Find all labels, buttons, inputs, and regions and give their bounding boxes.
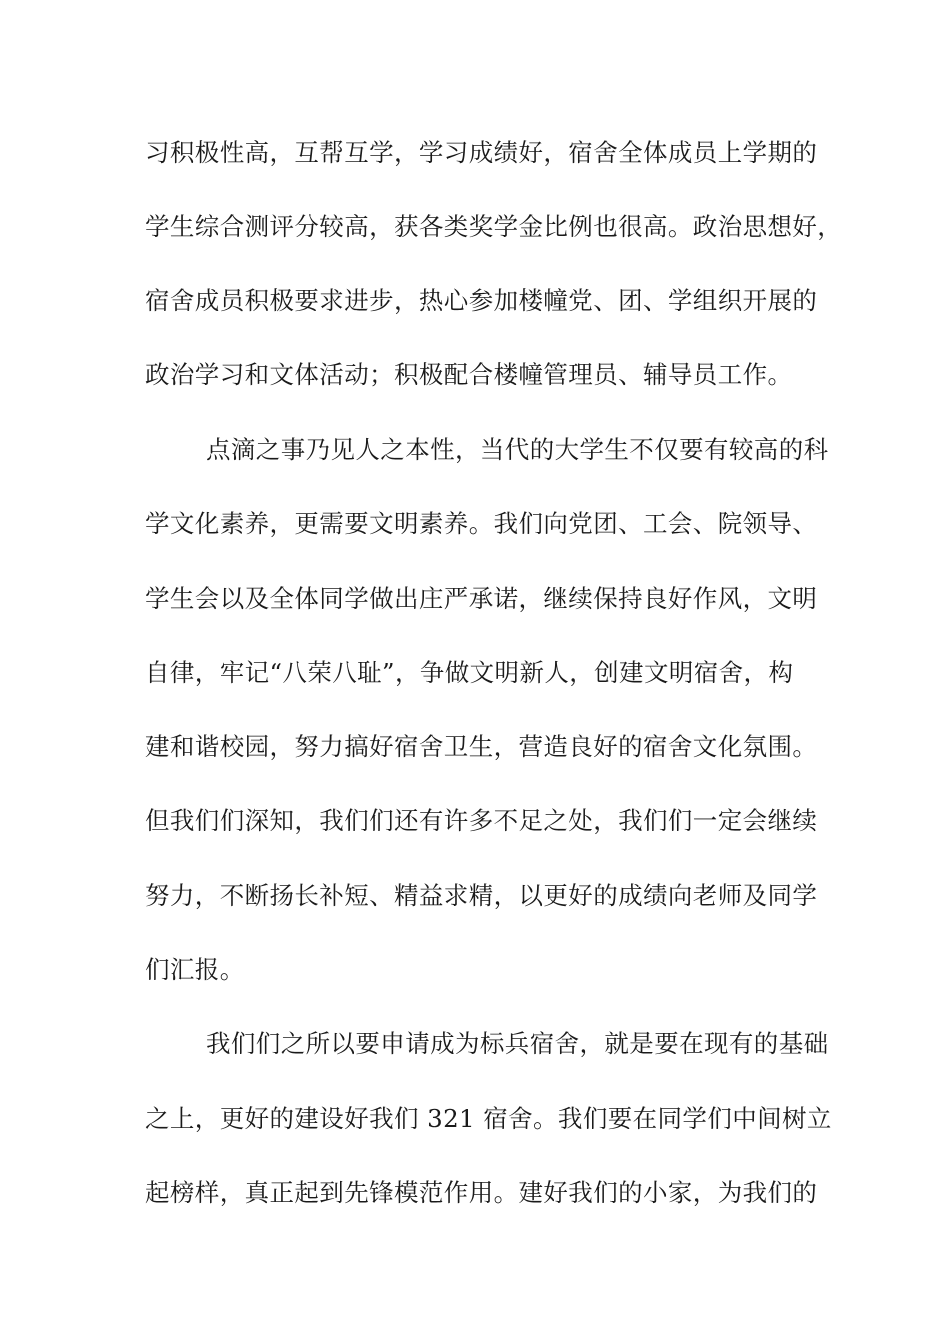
text-line: 之上，更好的建设好我们 321 宿舍。我们要在同学们中间树立: [145, 1104, 832, 1133]
paragraph-start-line: 点滴之事乃见人之本性，当代的大学生不仅要有较高的科: [206, 435, 829, 464]
text-line: 建和谐校园，努力搞好宿舍卫生，营造良好的宿舍文化氛围。: [145, 732, 818, 761]
text-line: 学文化素养，更需要文明素养。我们向党团、工会、院领导、: [145, 509, 818, 538]
text-line: 起榜样，真正起到先锋模范作用。建好我们的小家，为我们的: [145, 1178, 818, 1207]
text-line: 学生会以及全体同学做出庄严承诺，继续保持良好作风，文明: [145, 584, 818, 613]
text-line: 学生综合测评分较高，获各类奖学金比例也很高。政治思想好，: [145, 212, 843, 241]
text-line: 但我们们深知，我们们还有许多不足之处，我们们一定会继续: [145, 806, 818, 835]
text-line: 习积极性高，互帮互学，学习成绩好，宿舍全体成员上学期的: [145, 138, 818, 167]
text-line: 努力，不断扬长补短、精益求精，以更好的成绩向老师及同学: [145, 881, 818, 910]
text-line: 们汇报。: [145, 955, 245, 984]
text-line: 自律，牢记“八荣八耻”，争做文明新人，创建文明宿舍，构: [145, 658, 794, 687]
paragraph-start-line: 我们们之所以要申请成为标兵宿舍，就是要在现有的基础: [206, 1029, 829, 1058]
text-line: 政治学习和文体活动；积极配合楼幢管理员、辅导员工作。: [145, 360, 793, 389]
text-line: 宿舍成员积极要求进步，热心参加楼幢党、团、学组织开展的: [145, 286, 818, 315]
